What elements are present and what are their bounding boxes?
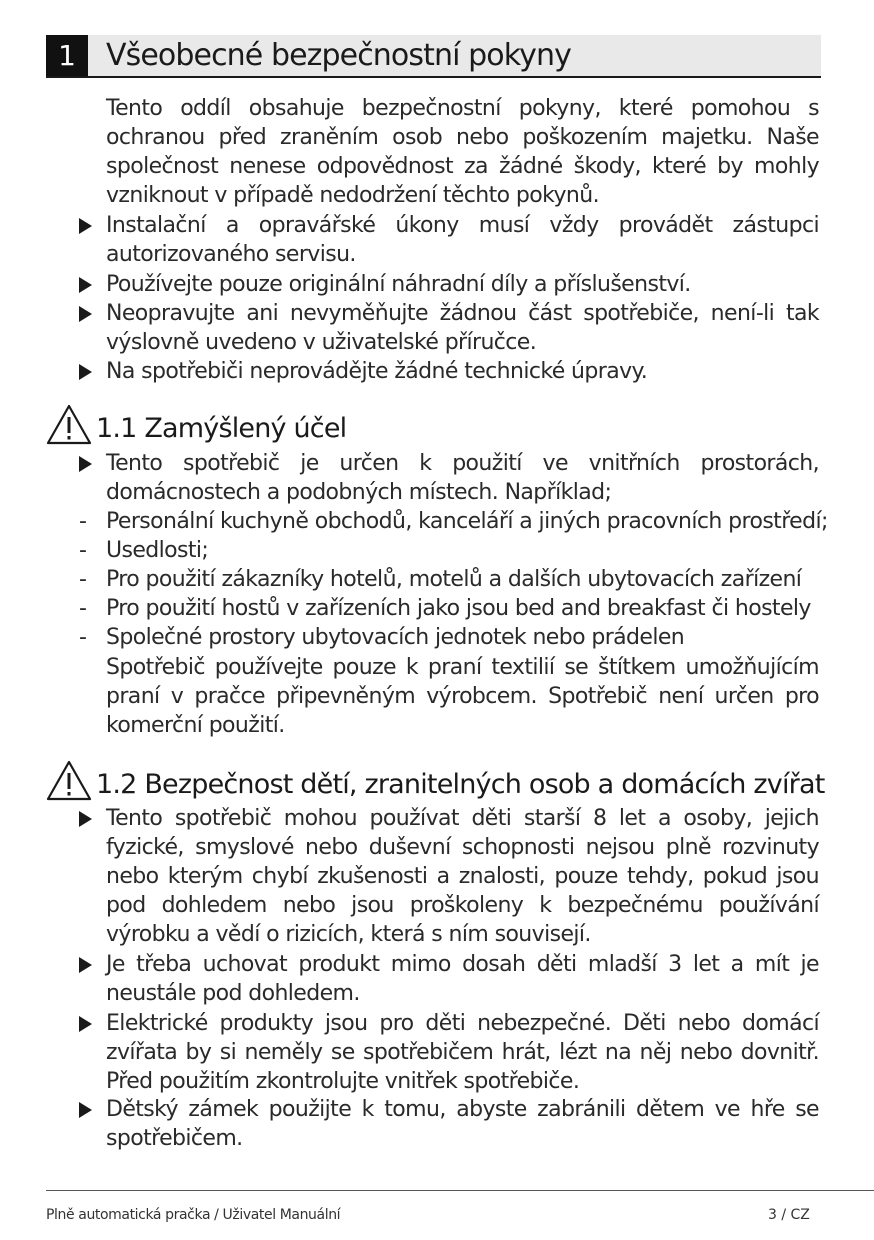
section-1-2-bullet: Dětský zámek použijte k tomu, abyste zabránili dětem ve hře se spotřebičem.: [106, 1097, 819, 1151]
warning-triangle-icon: [46, 403, 92, 445]
footer-divider: [46, 1190, 874, 1191]
bullet-arrow-icon: [79, 277, 92, 293]
list-item: Společné prostory ubytovacích jednotek nebo prádelen: [106, 625, 685, 650]
dash-marker: -: [79, 596, 87, 621]
warning-triangle-icon: [46, 759, 92, 801]
bullet-arrow-icon: [79, 364, 92, 380]
footer-page-number: 3 / CZ: [768, 1207, 810, 1223]
bullet-arrow-icon: [79, 218, 92, 234]
intro-paragraph: Tento oddíl obsahuje bezpečnostní pokyny, které pomohou s ochranou před zraněním osob nebo poškozením majetku. Naše společnost nenese odpovědnost za žádné škody, které by mohly vzniknout v případě nedodržení těchto pokynů.: [106, 96, 819, 208]
section-1-1-title: 1.1 Zamýšlený účel: [96, 413, 347, 444]
section-1-1-bullet: Tento spotřebič je určen k použití ve vnitřních prostorách, domácnostech a podobných místech. Například;: [106, 451, 819, 505]
dash-marker: -: [79, 538, 87, 563]
list-item: Usedlosti;: [106, 538, 209, 563]
intro-bullet: Na spotřebiči neprovádějte žádné technické úpravy.: [106, 359, 648, 384]
bullet-arrow-icon: [79, 456, 92, 472]
footer-document-title: Plně automatická pračka / Uživatel Manuální: [46, 1207, 341, 1223]
section-number: 1: [46, 35, 88, 76]
list-item: Pro použití zákazníky hotelů, motelů a dalších ubytovacích zařízení: [106, 567, 802, 592]
list-item: Personální kuchyně obchodů, kanceláří a jiných pracovních prostředí;: [106, 509, 828, 534]
bullet-arrow-icon: [79, 1016, 92, 1032]
intro-bullet: Neopravujte ani nevyměňujte žádnou část spotřebiče, není-li tak výslovně uvedeno v uživatelské příručce.: [106, 301, 819, 355]
intro-bullet: Používejte pouze originální náhradní díly a příslušenství.: [106, 272, 691, 297]
list-item: Pro použití hostů v zařízeních jako jsou bed and breakfast či hostely: [106, 596, 811, 621]
dash-marker: -: [79, 625, 87, 650]
section-1-2-bullet: Je třeba uchovat produkt mimo dosah děti mladší 3 let a mít je neustále pod dohledem.: [106, 952, 819, 1006]
page-title: Všeobecné bezpečnostní pokyny: [106, 38, 571, 73]
section-1-2-bullet: Elektrické produkty jsou pro děti nebezpečné. Děti nebo domácí zvířata by si neměly se spotřebičem hrát, lézt na něj nebo dovnitř. Před použitím zkontrolujte vnitřek spotřebiče.: [106, 1011, 819, 1094]
bullet-arrow-icon: [79, 306, 92, 322]
bullet-arrow-icon: [79, 957, 92, 973]
section-1-2-bullet: Tento spotřebič mohou používat děti starší 8 let a osoby, jejich fyzické, smyslové nebo duševní schopnosti nejsou plně rozvinuty nebo kterým chybí zkušenosti a znalosti, pouze tehdy, pokud jsou pod dohledem nebo jsou proškoleny k bezpečnému používání výrobku a vědí o rizicích, která s ním souvisejí.: [106, 806, 819, 947]
intro-bullet: Instalační a opravářské úkony musí vždy provádět zástupci autorizovaného servisu.: [106, 213, 819, 267]
bullet-arrow-icon: [79, 811, 92, 827]
section-1-1-note: Spotřebič používejte pouze k praní textilií se štítkem umožňujícím praní v pračce připevněným výrobcem. Spotřebič není určen pro komerční použití.: [106, 655, 819, 738]
dash-marker: -: [79, 509, 87, 534]
section-header: [46, 35, 821, 78]
section-1-2-title: 1.2 Bezpečnost dětí, zranitelných osob a domácích zvířat: [96, 769, 825, 800]
bullet-arrow-icon: [79, 1102, 92, 1118]
dash-marker: -: [79, 567, 87, 592]
